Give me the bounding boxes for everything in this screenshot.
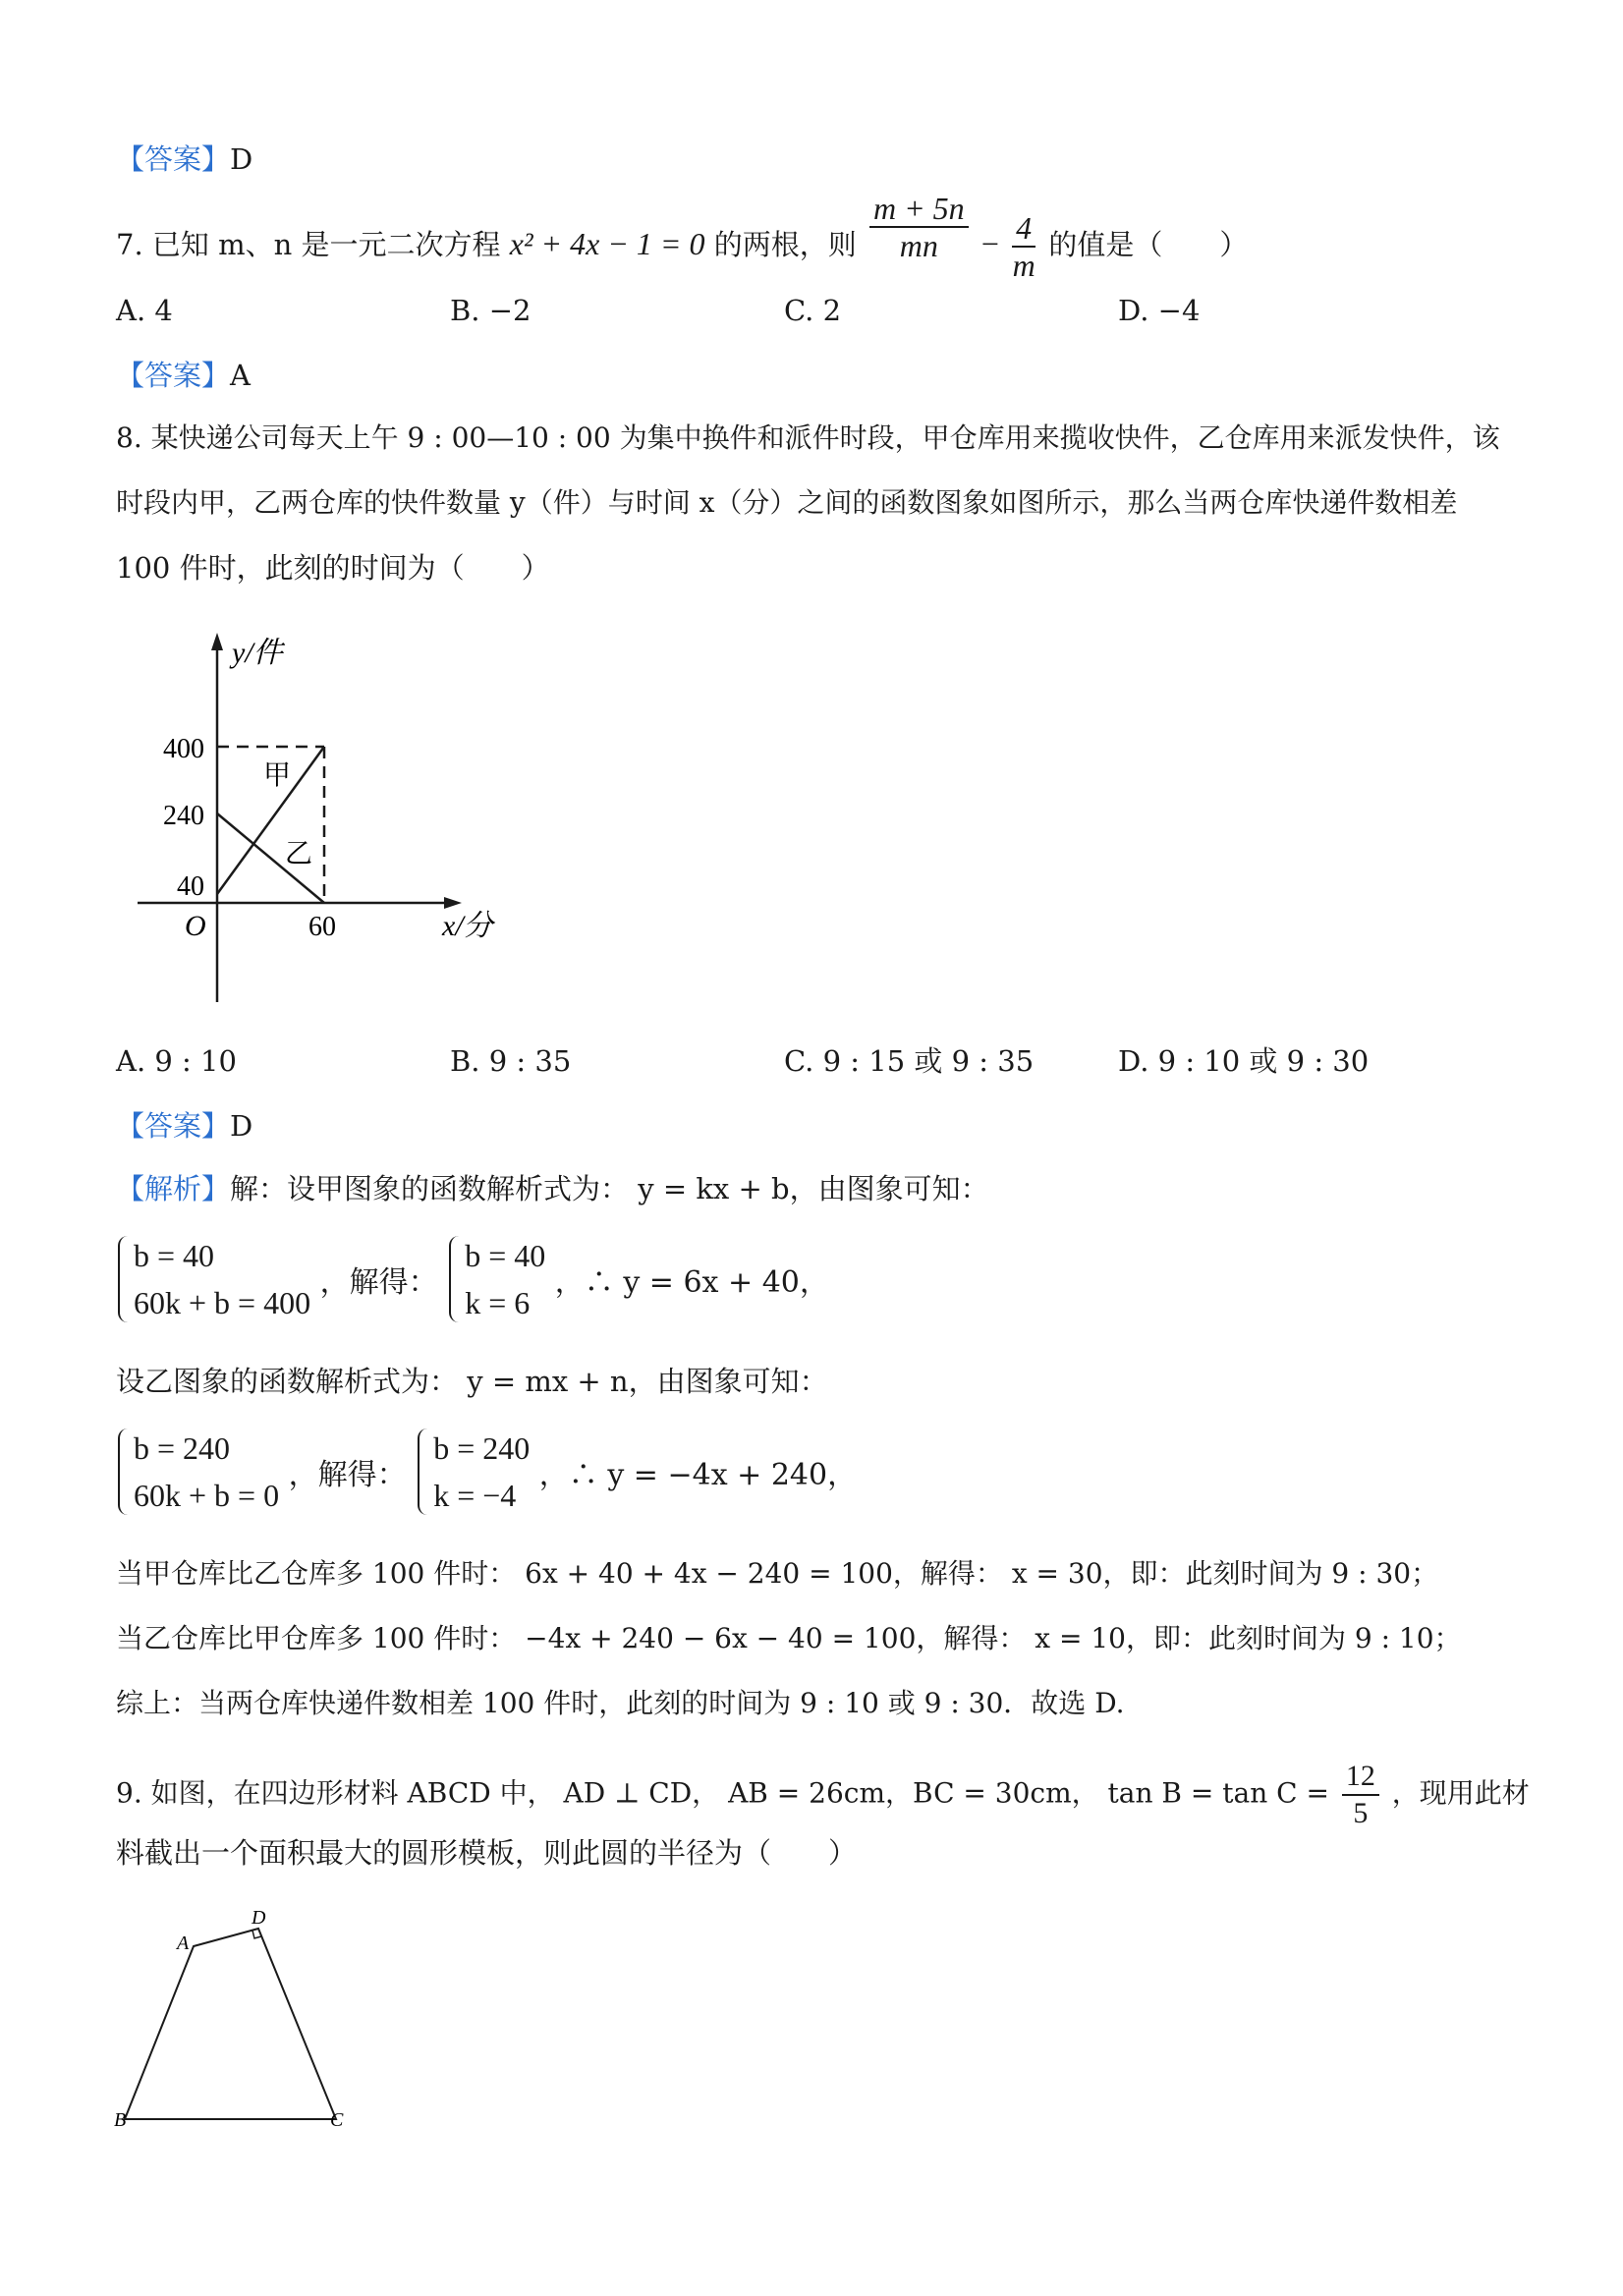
q7-frac1-num: m + 5n — [869, 191, 969, 228]
q8-line-1: 8. 某快递公司每天上午 9 : 00—10 : 00 为集中换件和派件时段，甲仓库用来揽收快件，乙仓库用来派发快件，该 — [116, 421, 1500, 454]
q9-frac-num: 12 — [1342, 1759, 1379, 1796]
q7-frac2-den: m — [1012, 248, 1035, 283]
system-3-eq-b: 60k + b = 0 — [134, 1478, 280, 1513]
label-yi: 乙 — [285, 839, 313, 869]
y-tick-240: 240 — [163, 801, 204, 831]
label-jia: 甲 — [263, 760, 292, 791]
q9-text-b: ，现用此材 — [1391, 1776, 1530, 1810]
quadrilateral-abcd — [125, 1929, 336, 2119]
q8-system-row-2 — [116, 1425, 857, 1519]
q8-analysis-intro: 解：设甲图象的函数解析式为： y = kx + b，由图象可知： — [230, 1172, 989, 1205]
system-4-eq-a: b = 240 — [433, 1430, 531, 1466]
q8-option-c: C. 9 : 15 或 9 : 35 — [784, 1044, 1035, 1078]
q8-function-graph — [128, 629, 521, 1012]
q8-analysis-line-3: 当甲仓库比乙仓库多 100 件时： 6x + 40 + 4x − 240 = 100，解得： x = 30，即：此刻时间为 9 : 30； — [116, 1557, 1439, 1590]
q7-option-b: B. −2 — [450, 294, 532, 327]
x-tick-60: 60 — [308, 912, 336, 942]
y-axis-label: y/件 — [232, 637, 283, 669]
vertex-b: B — [114, 2109, 127, 2131]
system-3 — [116, 1425, 279, 1519]
q8-analysis-line-5: 综上：当两仓库快递件数相差 100 件时，此刻的时间为 9 : 10 或 9 : 30．故选 D. — [116, 1687, 1125, 1719]
q7-answer-line — [116, 356, 251, 395]
vertex-d: D — [252, 1907, 266, 1929]
q7-equation: x² + 4x − 1 = 0 — [509, 226, 705, 261]
analysis-tag: 【解析】 — [116, 1172, 231, 1205]
q9-line-2: 料截出一个面积最大的圆形模板，则此圆的半径为（ ） — [116, 1836, 858, 1870]
result-1: ，∴ y = 6x + 40， — [554, 1265, 829, 1300]
q8-answer: D — [230, 1109, 253, 1143]
result-2: ，∴ y = −4x + 240， — [538, 1458, 858, 1492]
q7-mid: 的两根，则 — [713, 228, 857, 261]
q9-frac-den: 5 — [1353, 1797, 1369, 1829]
y-axis-arrow — [211, 633, 223, 650]
system-4-eq-b: k = −4 — [433, 1478, 517, 1513]
system-2-eq-b: k = 6 — [465, 1285, 531, 1320]
system-3-eq-a: b = 240 — [134, 1430, 231, 1466]
q9-quadrilateral-figure — [108, 1886, 364, 2132]
q8-line-2: 时段内甲，乙两仓库的快件数量 y（件）与时间 x（分）之间的函数图象如图所示，那么当两仓库快递件数相差 — [116, 486, 1458, 519]
q9-text-a: 9. 如图，在四边形材料 ABCD 中， AD ⊥ CD， AB = 26cm，BC = 30cm， tan B = tan C = — [116, 1776, 1329, 1810]
system-2 — [447, 1232, 545, 1326]
q7-suffix: 的值是（ ） — [1048, 228, 1249, 261]
q8-system-row-1 — [116, 1232, 829, 1326]
system-1-eq-b: 60k + b = 400 — [134, 1285, 311, 1320]
q8-answer-line — [116, 1106, 252, 1146]
q8-option-a: A. 9 : 10 — [116, 1044, 237, 1078]
q7-prefix: 7. 已知 m、n 是一元二次方程 — [116, 228, 501, 261]
y-tick-40: 40 — [177, 871, 204, 902]
q8-analysis-line-4: 当乙仓库比甲仓库多 100 件时： −4x + 240 − 6x − 40 = 100，解得： x = 10，即：此刻时间为 9 : 10； — [116, 1622, 1462, 1654]
q8-analysis-line-2: 设乙图象的函数解析式为： y = mx + n，由图象可知： — [116, 1365, 828, 1398]
solve-text: ，解得： — [319, 1265, 438, 1300]
q9-line-1 — [116, 1759, 1530, 1831]
vertex-a: A — [177, 1932, 190, 1954]
q9-fraction — [1342, 1759, 1379, 1831]
system-1 — [116, 1232, 310, 1326]
q7-question — [116, 191, 1249, 283]
q7-answer: A — [230, 359, 251, 392]
system-2-eq-a: b = 40 — [465, 1238, 546, 1273]
q7-option-c: C. 2 — [784, 294, 842, 327]
q7-frac2-num: 4 — [1012, 210, 1035, 248]
x-axis-label: x/分 — [442, 910, 493, 942]
x-axis-arrow — [444, 897, 462, 909]
q7-minus: − — [980, 226, 999, 261]
origin-label: O — [185, 910, 206, 942]
vertex-c: C — [330, 2109, 344, 2131]
system-4 — [416, 1425, 530, 1519]
q6-answer: D — [230, 142, 253, 176]
y-tick-400: 400 — [163, 734, 204, 764]
answer-tag: 【答案】 — [116, 1109, 231, 1143]
q8-option-b: B. 9 : 35 — [450, 1044, 572, 1078]
answer-tag: 【答案】 — [116, 359, 231, 392]
solve-text: ，解得： — [288, 1458, 407, 1492]
q7-fraction-2 — [1012, 210, 1035, 283]
q7-option-d: D. −4 — [1118, 294, 1201, 327]
q7-frac1-den: mn — [899, 228, 938, 263]
q7-fraction-1 — [869, 191, 969, 263]
q8-line-3: 100 件时，此刻的时间为（ ） — [116, 551, 550, 585]
q8-option-d: D. 9 : 10 或 9 : 30 — [1118, 1044, 1370, 1078]
answer-tag: 【答案】 — [116, 142, 231, 176]
q7-option-a: A. 4 — [116, 294, 173, 327]
q8-analysis-line-1 — [116, 1169, 989, 1208]
q6-answer-line — [116, 140, 252, 179]
system-1-eq-a: b = 40 — [134, 1238, 215, 1273]
